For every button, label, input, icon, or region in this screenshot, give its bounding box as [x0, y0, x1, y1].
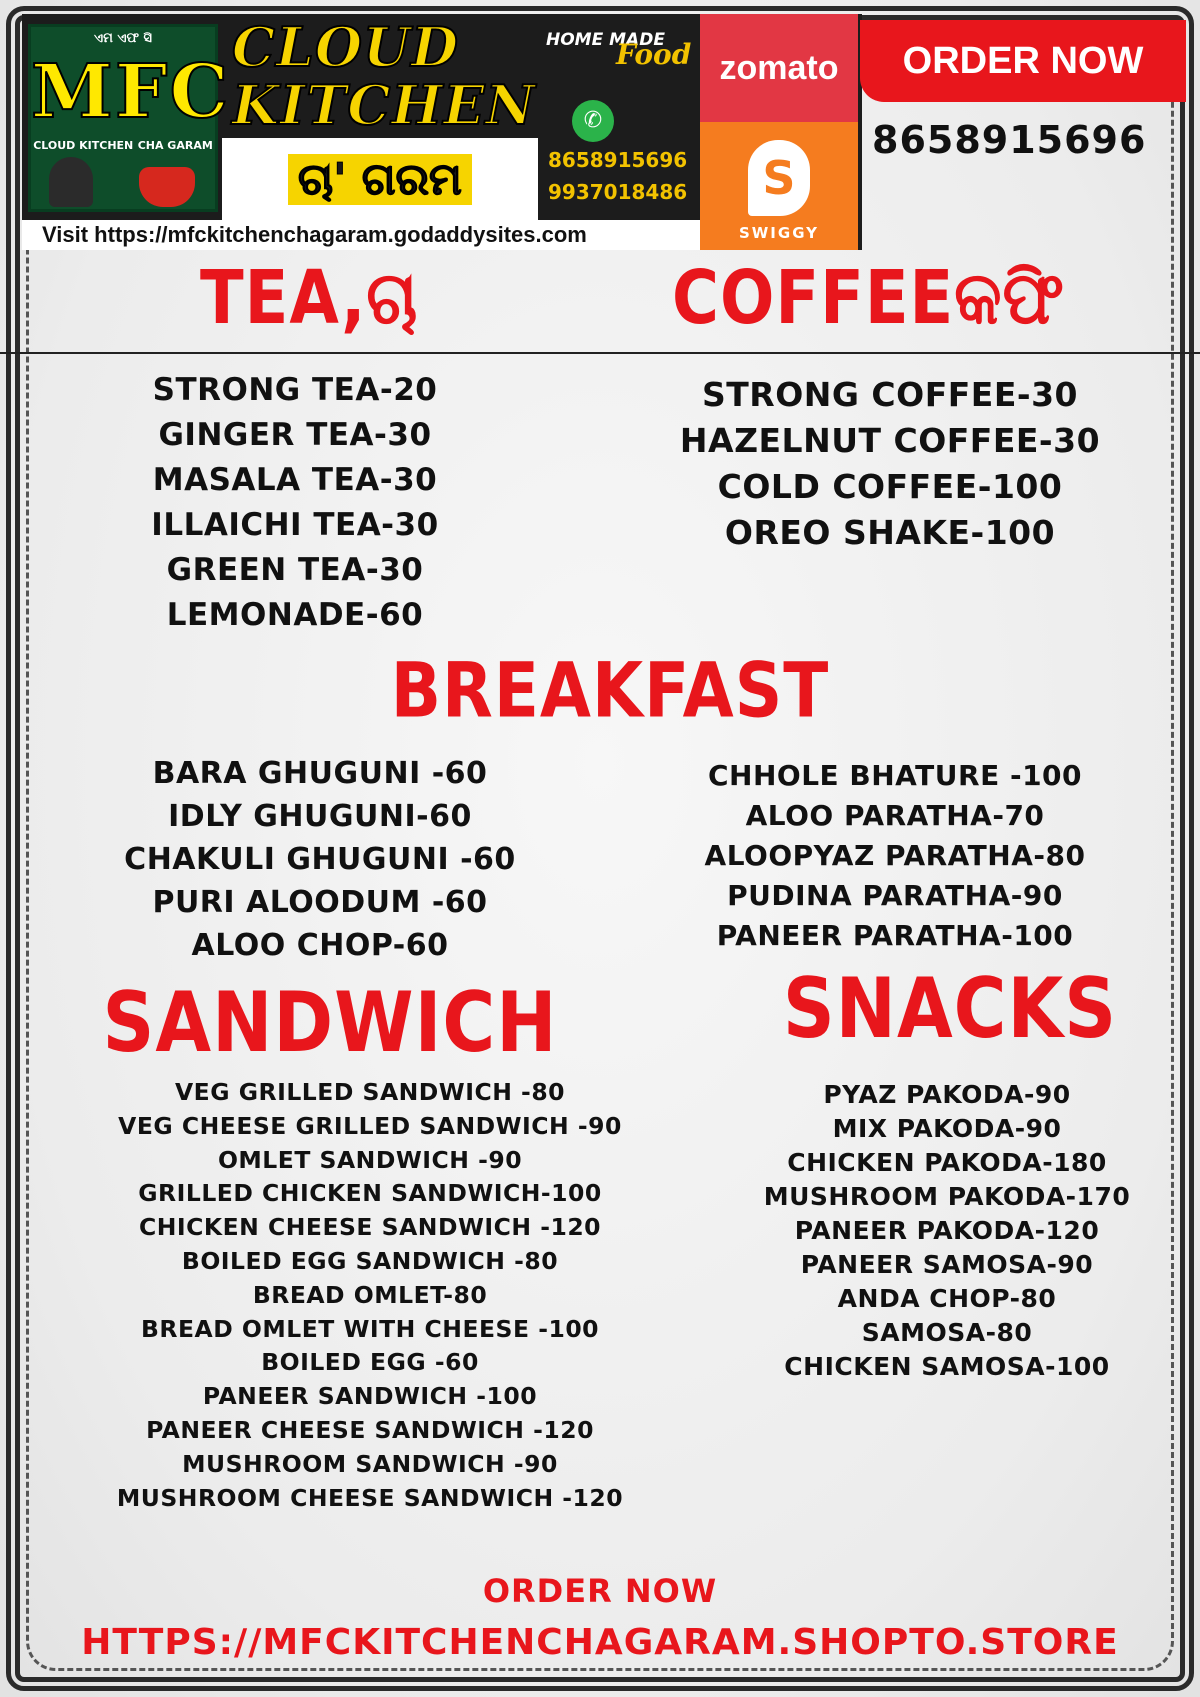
list-item: MUSHROOM SANDWICH -90: [182, 1449, 558, 1478]
list-item: BOILED EGG -60: [261, 1348, 479, 1377]
list-item: STRONG TEA-20: [152, 372, 438, 408]
list-item: HAZELNUT COFFEE-30: [679, 421, 1101, 460]
mfc-logo: [28, 24, 231, 212]
list-item: MIX PAKODA-90: [832, 1114, 1062, 1143]
logo-odia-tagline: ଏମ ଏଫ ସି: [93, 31, 152, 46]
cloud-title: CLOUD: [232, 15, 459, 79]
logo-subtitles: [31, 139, 215, 152]
list-item: PANEER PAKODA-120: [794, 1216, 1100, 1245]
list-item: VEG GRILLED SANDWICH -80: [174, 1078, 566, 1106]
swiggy-logo-icon: S: [748, 140, 810, 216]
breakfast-heading: BREAKFAST: [390, 646, 830, 735]
list-item: STRONG COFFEE-30: [702, 375, 1078, 414]
list-item: MUSHROOM CHEESE SANDWICH -120: [116, 1483, 624, 1512]
footer-order-now: ORDER NOW: [482, 1572, 718, 1610]
list-item: ALOO CHOP-60: [191, 928, 449, 963]
zomato-logo[interactable]: zomato: [700, 14, 858, 122]
list-item: OREO SHAKE-100: [724, 513, 1056, 552]
teapot-icon: [139, 167, 195, 207]
list-item: PURI ALOODUM -60: [152, 885, 488, 920]
tea-list: [60, 368, 530, 638]
odia-name: ଚା' ଗରମ: [288, 154, 472, 205]
tea-heading: TEA,ଚା: [200, 256, 419, 342]
phone-2[interactable]: 9937018486: [548, 180, 688, 204]
list-item: MASALA TEA-30: [152, 462, 438, 498]
logo-sub-right: CHA GARAM: [137, 139, 213, 152]
order-phone[interactable]: 8658915696: [872, 118, 1147, 162]
list-item: COLD COFFEE-100: [717, 467, 1063, 506]
breakfast-list-left: [40, 752, 600, 967]
list-item: BARA GHUGUNI -60: [152, 756, 488, 791]
list-item: IDLY GHUGUNI-60: [168, 799, 472, 834]
list-item: CHICKEN SAMOSA-100: [784, 1352, 1110, 1381]
list-item: PYAZ PAKODA-90: [823, 1080, 1071, 1109]
list-item: ANDA CHOP-80: [837, 1284, 1057, 1313]
list-item: BREAD OMLET WITH CHEESE -100: [140, 1314, 600, 1343]
list-item: ALOOPYAZ PARATHA-80: [704, 839, 1086, 872]
logo-sub-left: CLOUD KITCHEN: [33, 139, 134, 152]
list-item: GREEN TEA-30: [166, 552, 424, 588]
list-item: ALOO PARATHA-70: [745, 799, 1045, 832]
list-item: PANEER PARATHA-100: [716, 919, 1074, 952]
list-item: SAMOSA-80: [861, 1318, 1033, 1347]
coffee-list: [600, 372, 1180, 556]
order-now-button[interactable]: ORDER NOW: [860, 20, 1186, 102]
footer-store-link[interactable]: HTTPS://MFCKITCHENCHAGARAM.SHOPTO.STORE: [81, 1622, 1119, 1663]
list-item: MUSHROOM PAKODA-170: [763, 1182, 1131, 1211]
list-item: CHICKEN PAKODA-180: [787, 1148, 1107, 1177]
chef-icon: [49, 157, 93, 207]
list-item: CHICKEN CHEESE SANDWICH -120: [138, 1213, 602, 1242]
swiggy-logo[interactable]: [700, 122, 858, 250]
visit-website-link[interactable]: Visit https://mfckitchenchagaram.godaddysites.com: [22, 220, 702, 250]
list-item: LEMONADE-60: [166, 597, 424, 633]
list-item: VEG CHEESE GRILLED SANDWICH -90: [118, 1111, 622, 1140]
sandwich-heading: SANDWICH: [102, 973, 558, 1071]
list-item: CHHOLE BHATURE -100: [707, 759, 1083, 792]
list-item: PANEER SANDWICH -100: [202, 1382, 538, 1411]
section-divider: [0, 352, 1200, 354]
list-item: ILLAICHI TEA-30: [151, 507, 439, 543]
food-label: Food: [616, 38, 692, 71]
list-item: BREAD OMLET-80: [252, 1280, 488, 1309]
snacks-list: [712, 1078, 1182, 1384]
sandwich-list: [30, 1076, 710, 1515]
odia-name-box: [222, 138, 538, 220]
list-item: GRILLED CHICKEN SANDWICH-100: [138, 1179, 602, 1208]
breakfast-list-right: [610, 756, 1180, 956]
list-item: GINGER TEA-30: [158, 417, 432, 453]
snacks-heading: SNACKS: [782, 959, 1118, 1057]
kitchen-title: KITCHEN: [232, 73, 536, 137]
phone-1[interactable]: 8658915696: [548, 148, 688, 172]
list-item: PANEER SAMOSA-90: [800, 1250, 1094, 1279]
home-made-label: HOME MADE: [546, 30, 665, 50]
swiggy-label: SWIGGY: [738, 224, 820, 242]
list-item: PUDINA PARATHA-90: [727, 879, 1063, 912]
list-item: CHAKULI GHUGUNI -60: [124, 842, 516, 877]
whatsapp-icon: ✆: [572, 100, 614, 142]
list-item: BOILED EGG SANDWICH -80: [181, 1246, 559, 1275]
list-item: OMLET SANDWICH -90: [217, 1145, 523, 1174]
list-item: PANEER CHEESE SANDWICH -120: [146, 1415, 594, 1444]
logo-brand: MFC: [31, 49, 231, 135]
coffee-heading: COFFEEକଫି: [672, 256, 1065, 342]
